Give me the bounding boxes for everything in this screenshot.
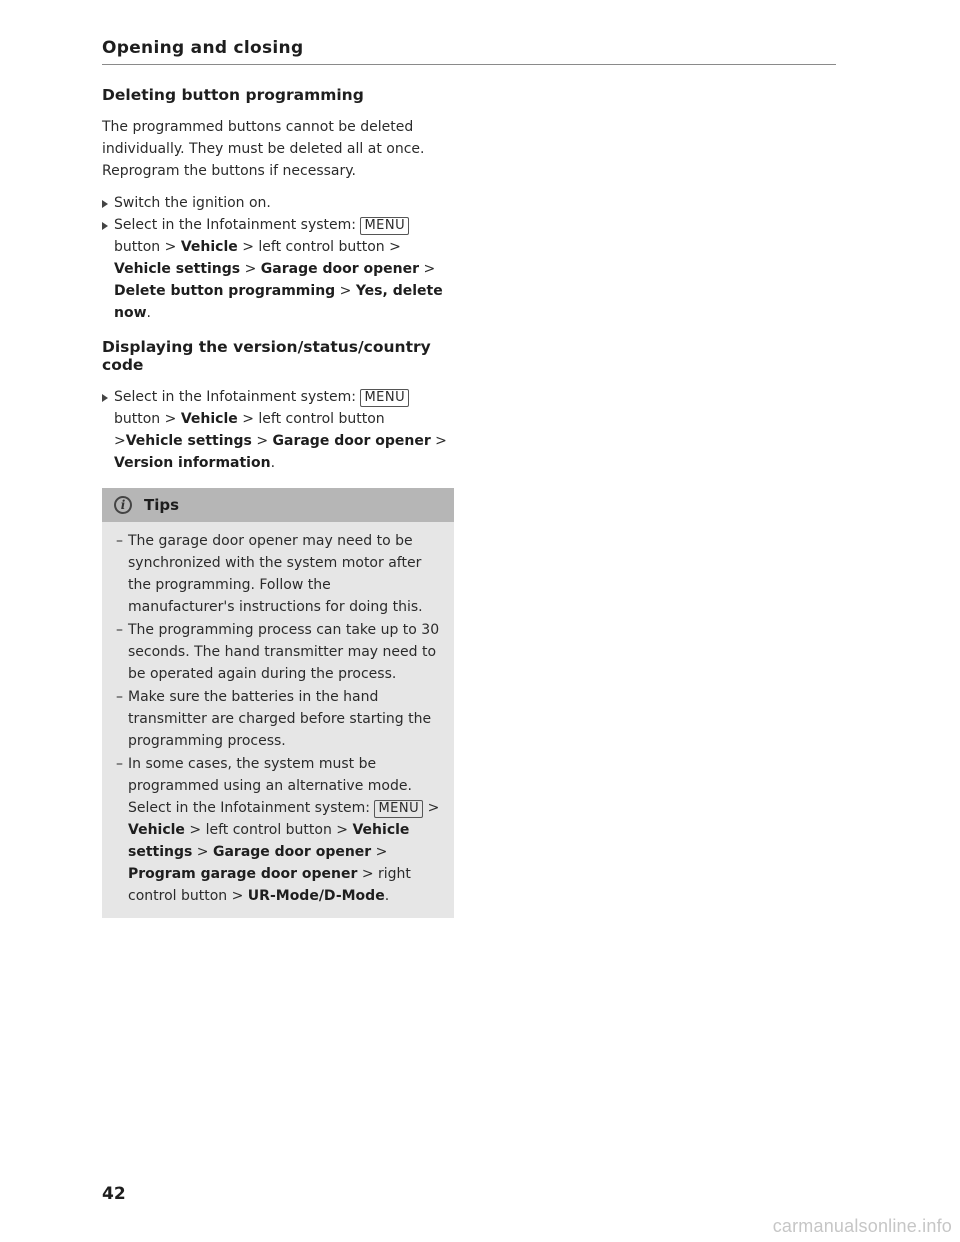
info-icon: i (114, 496, 132, 514)
tip-item: – The programming process can take up to 30 seconds. The hand transmitter may need to be operated again during the process. (116, 619, 440, 685)
tips-label: Tips (144, 496, 180, 514)
tip-item: – The garage door opener may need to be synchronized with the system motor after the programming. Follow the manufacturer's instructions for doing this. (116, 530, 440, 618)
section-deleting-button-programming (102, 86, 454, 324)
page-number: 42 (102, 1184, 126, 1204)
dash-bullet: – (116, 689, 123, 705)
section-paragraph: The programmed buttons cannot be deleted individually. They must be deleted all at once. Reprogram the buttons if necessary. (102, 119, 425, 179)
step-item: Select in the Infotainment system: MENU button > Vehicle > left control button >Vehicle settings > Garage door opener > Version information. (102, 386, 454, 474)
menu-key: MENU (360, 389, 409, 407)
triangle-bullet-icon (102, 222, 108, 230)
section-version-status-country (102, 338, 454, 474)
tip-item: – In some cases, the system must be programmed using an alternative mode. Select in the Infotainment system: MENU > Vehicle > left control button > Vehicle settings > Garage door opener > Program garage door opener > right control button > UR-Mode/D-Mode. (116, 753, 440, 907)
step-item: Switch the ignition on. (102, 192, 454, 214)
watermark: carmanualsonline.info (772, 1216, 952, 1236)
step-list (102, 386, 454, 474)
section-heading: Deleting button programming (102, 86, 364, 104)
tip-item: – Make sure the batteries in the hand transmitter are charged before starting the programming process. (116, 686, 440, 752)
dash-bullet: – (116, 622, 123, 638)
step-list (102, 192, 454, 324)
menu-key: MENU (374, 800, 423, 818)
page-header (102, 38, 836, 65)
tip-list (102, 522, 454, 918)
step-item: Select in the Infotainment system: MENU button > Vehicle > left control button > Vehicle settings > Garage door opener > Delete button programming > Yes, delete now. (102, 214, 454, 324)
menu-key: MENU (360, 217, 409, 235)
tips-box (102, 488, 454, 918)
content-column (102, 86, 454, 918)
triangle-bullet-icon (102, 200, 108, 208)
page-title: Opening and closing (102, 38, 304, 58)
section-heading: Displaying the version/status/country code (102, 338, 431, 374)
dash-bullet: – (116, 756, 123, 772)
tips-header (102, 488, 454, 522)
dash-bullet: – (116, 533, 123, 549)
triangle-bullet-icon (102, 394, 108, 402)
